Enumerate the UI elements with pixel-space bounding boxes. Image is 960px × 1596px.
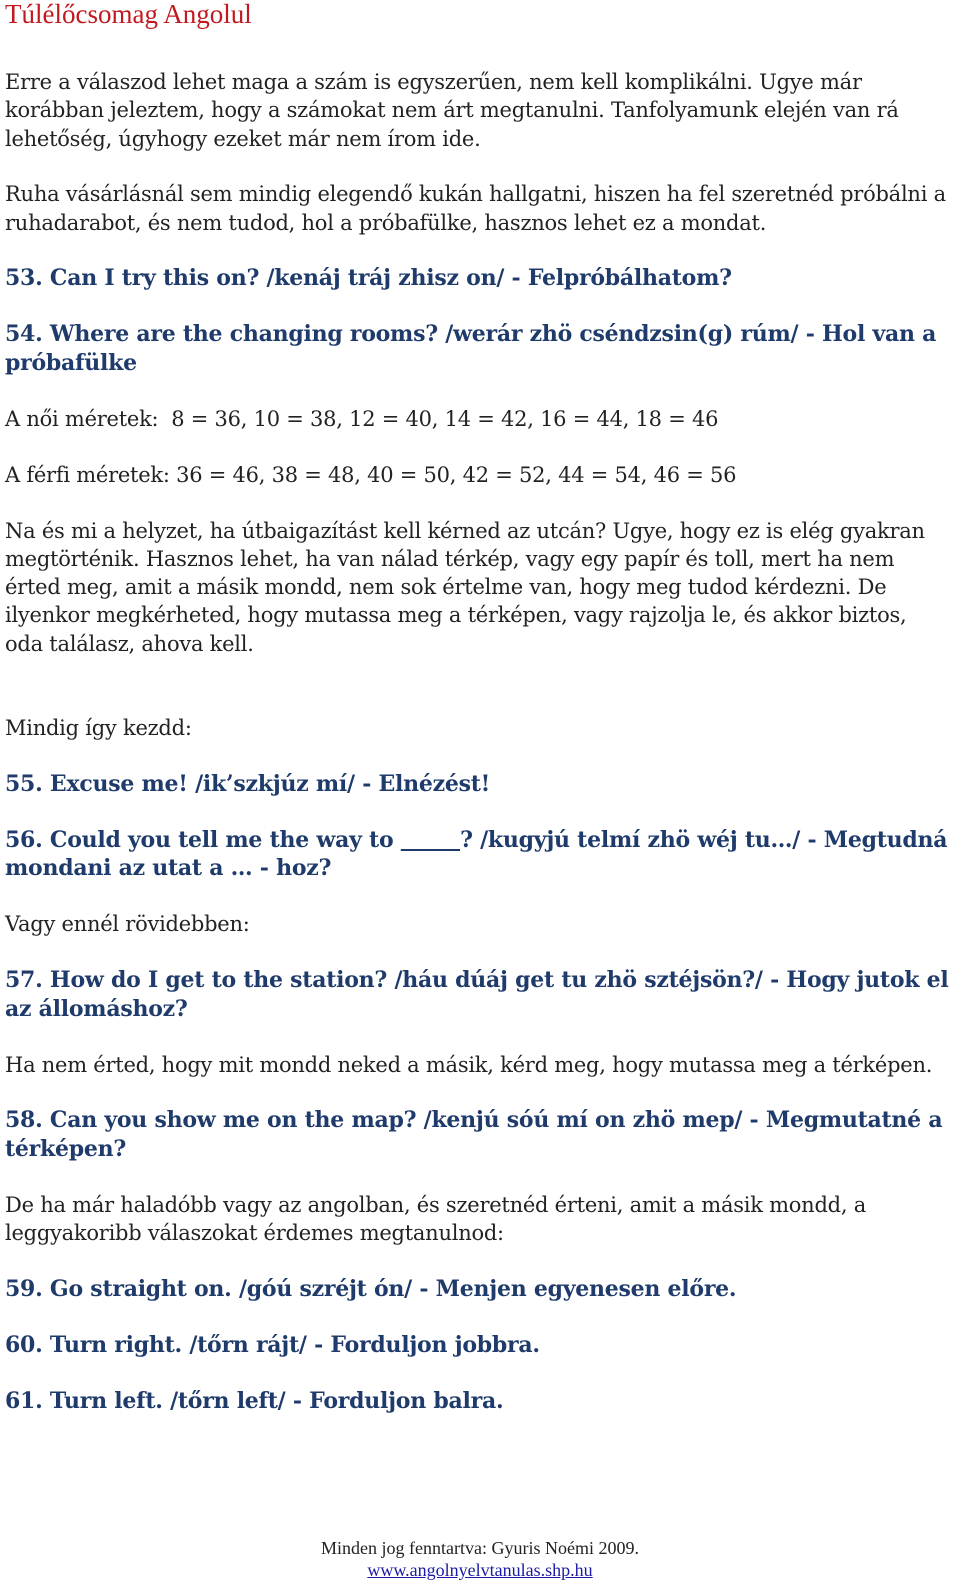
phrase-57: 57. How do I get to the station? /háu dúáj get tu zhö sztéjsön?/ - Hogy jutok el az állomáshoz? [5, 967, 949, 1022]
phrase-54: 54. Where are the changing rooms? /werár zhö cséndzsin(g) rúm/ - Hol van a próbafülke [5, 321, 937, 376]
document-body [5, 68, 950, 1443]
phrase-55: 55. Excuse me! /ik’szkjúz mí/ - Elnézést! [5, 770, 491, 797]
paragraph: Ha nem érted, hogy mit mondd neked a másik, kérd meg, hogy mutassa meg a térképen. [5, 1052, 933, 1077]
footer-link[interactable]: www.angolnyelvtanulas.shp.hu [367, 1560, 593, 1580]
paragraph: Ruha vásárlásnál sem mindig elegendő kukán hallgatni, hiszen ha fel szeretnéd próbálni a ruhadarabot, és nem tudod, hol a próbafülke, hasznos lehet ez a mondat. [5, 182, 946, 235]
footer-copyright: Minden jog fenntartva: Gyuris Noémi 2009. [321, 1538, 639, 1558]
paragraph: De ha már haladóbb vagy az angolban, és szeretnéd érteni, amit a másik mondd, a leggyakoribb válaszokat érdemes megtanulnod: [5, 1192, 866, 1246]
phrase-56-end: ? /kugyjú telmí zhö wéj tu…/ - Megtudná mondani az utat a … - hoz? [5, 826, 948, 882]
phrase-59: 59. Go straight on. /góú szréjt ón/ - Menjen egyenesen előre. [5, 1276, 737, 1303]
paragraph: Na és mi a helyzet, ha útbaigazítást kell kérned az utcán? Ugye, hogy ez is elég gyakran megtörténik. Hasznos lehet, ha van nálad térkép, vagy egy papír és toll, mert ha nem érted meg, amit a másik mondd, nem sok értelme van, hogy meg tudod kérdezni. De ilyenkor megkérheted, hogy mutassa meg a térképen, vagy rajzolja le, és akkor biztos, oda találasz, ahova kell. [5, 518, 925, 656]
phrase-56-start: 56. Could you tell me the way to [5, 826, 401, 853]
phrase-61: 61. Turn left. /tőrn left/ - Forduljon balra. [5, 1388, 504, 1415]
paragraph: Mindig így kezdd: [5, 716, 192, 741]
mens-sizes: A férfi méretek: 36 = 46, 38 = 48, 40 = 50, 42 = 52, 44 = 54, 46 = 56 [5, 462, 737, 487]
phrase-58: 58. Can you show me on the map? /kenjú sóú mí on zhö mep/ - Megmutatné a térképen? [5, 1107, 943, 1162]
paragraph: Vagy ennél rövidebben: [5, 912, 250, 937]
womens-sizes: A női méretek: 8 = 36, 10 = 38, 12 = 40, 14 = 42, 16 = 44, 18 = 46 [5, 406, 719, 431]
phrase-53: 53. Can I try this on? /kenáj tráj zhisz on/ - Felpróbálhatom? [5, 265, 732, 292]
phrase-60: 60. Turn right. /tőrn rájt/ - Forduljon jobbra. [5, 1332, 540, 1359]
blank-underline [401, 827, 460, 853]
page-title: Túlélőcsomag Angolul [5, 0, 252, 29]
paragraph: Erre a válaszod lehet maga a szám is egyszerűen, nem kell komplikálni. Ugye már korábban jeleztem, hogy a számokat nem árt megtanulni. Tanfolyamunk elején van rá lehetőség, úgyhogy ezeket már nem írom ide. [5, 70, 899, 151]
phrase-56 [5, 826, 950, 883]
